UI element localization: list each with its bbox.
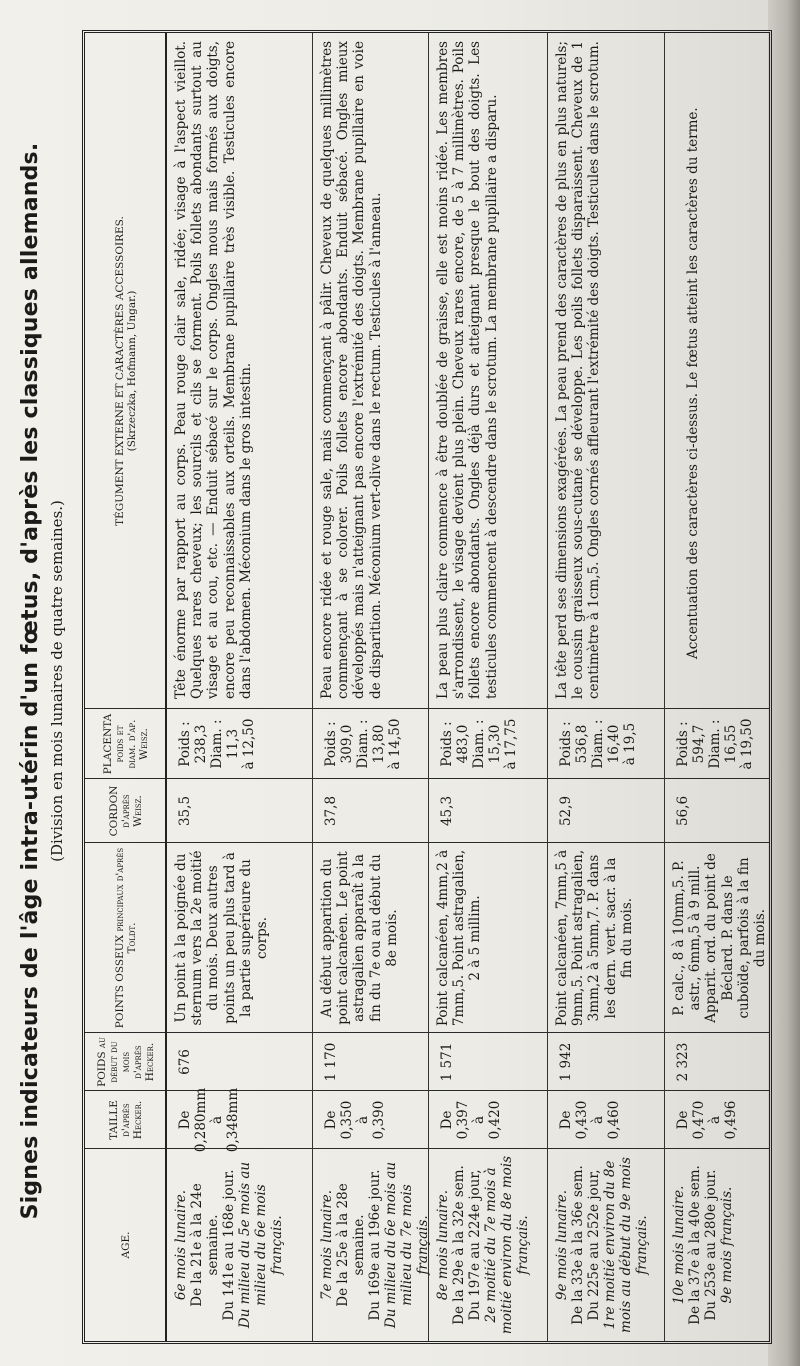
cell-taille — [665, 1091, 769, 1149]
cell-text: 0,348mm — [225, 1087, 241, 1153]
cell-text: Du milieu du 5e mois au milieu du 6e mois français. — [237, 1161, 285, 1329]
cell-text: Poids : — [177, 721, 193, 767]
table-row — [665, 33, 769, 1341]
cell-text: à — [209, 1115, 225, 1125]
cell-text: 2 323 — [675, 1042, 691, 1082]
cell-taille — [429, 1091, 547, 1149]
cell-points-osseux — [429, 843, 547, 1033]
cell-text: 0,460 — [606, 1100, 622, 1140]
cell-text: 16,40 — [606, 724, 622, 764]
cell-text: 0,397 — [455, 1100, 471, 1140]
cell-points-osseux — [665, 843, 769, 1033]
cell-poids — [548, 1033, 664, 1091]
cell-text: Du 225e au 252e jour, — [586, 1169, 602, 1321]
cell-text: à — [590, 1115, 606, 1125]
cell-text: 676 — [177, 1049, 193, 1075]
cell-text: 0,470 — [691, 1100, 707, 1140]
cell-text: Accentuation des caractères ci-dessus. Le fœtus atteint les caractères du terme. — [685, 107, 701, 659]
cell-text: Point calcanéen, 4mm,2 à 7mm,5. Point astragalien, 2 à 5 millim. — [435, 849, 484, 1027]
table-row — [429, 33, 548, 1341]
cell-text: Diam. : — [707, 719, 723, 769]
cell-text: 0,390 — [371, 1100, 387, 1140]
cell-poids — [167, 1033, 312, 1091]
cell-age — [548, 1149, 664, 1341]
cell-text: Diam. : — [209, 719, 225, 769]
cell-text: 37,8 — [323, 795, 339, 827]
cell-taille — [313, 1091, 428, 1149]
cell-text: à 17,75 — [503, 718, 519, 770]
header-poids: POIDS au début du mois d'après Hecker. — [96, 1037, 156, 1087]
cell-text: 16,55 — [723, 724, 739, 764]
cell-text: Du 169e au 196e jour. — [367, 1169, 383, 1321]
cell-taille — [167, 1087, 312, 1153]
cell-text: 1 170 — [323, 1042, 339, 1082]
cell-text: 56,6 — [675, 795, 691, 827]
cell-text: De la 29e à la 32e sem. — [451, 1165, 467, 1325]
cell-text: 238,3 — [193, 724, 209, 764]
data-table — [82, 30, 772, 1344]
header-placenta: PLACENTA poids et diam. d'ap. Weisz. — [102, 713, 150, 775]
header-age: AGE. — [120, 1231, 132, 1259]
header-cordon: CORDON d'après Weisz. — [108, 785, 144, 837]
cell-text: De la 37e à la 40e sem. — [687, 1165, 703, 1325]
cell-text: 9e mois français. — [719, 1186, 735, 1304]
cell-points-osseux — [548, 843, 664, 1033]
table-header — [85, 33, 167, 1341]
table-row — [548, 33, 665, 1341]
cell-cordon — [665, 779, 769, 843]
cell-text: 52,9 — [558, 795, 574, 827]
header-taille: TAILLE d'après Hecker. — [108, 1100, 144, 1140]
cell-text: La peau plus claire commence à être doublée de graisse, elle est moins ridée. Les membres s'arrondissent, le visage devient plus plein. Cheveux rares encore, de 5 à 7 millimètres. Poils follets encore abondants. Ongles déjà durs et atteignant presque le bout des doigts. Les testicules commencent à descendre dans le scrotum. La membrane pupillaire a disparu. — [435, 41, 500, 699]
cell-text: De — [439, 1110, 455, 1130]
cell-text: 35,5 — [177, 795, 193, 827]
cell-taille — [548, 1091, 664, 1149]
cell-text: 1 571 — [439, 1042, 455, 1082]
table-row — [313, 33, 429, 1341]
cell-text: Poids : — [675, 721, 691, 767]
header-points-osseux: POINTS OSSEUX principaux d'après Toldt. — [114, 847, 138, 1029]
cell-text: De — [675, 1110, 691, 1130]
cell-text: Tête énorme par rapport au corps. Peau rouge clair sale, ridée; visage à l'aspect vieillot. Quelques rares cheveux; les sourcils et cils se forment. Poils follets abondants surtout au visage et au cou, etc. — Enduit sébacé sur le corps. Ongles mous mais formés aux doigts, encore peu reconnaissables aux orteils. Membrane pupillaire très visible. Testicules encore dans l'abdomen. Méconium dans le gros intestin. — [173, 41, 254, 699]
cell-text: Du 141e au 168e jour. — [221, 1169, 237, 1321]
cell-text: De — [177, 1110, 193, 1130]
cell-text: De la 33e à la 36e sem. — [570, 1165, 586, 1325]
cell-text: 9e mois lunaire. — [554, 1189, 570, 1301]
cell-text: Du 253e au 280e jour. — [703, 1169, 719, 1321]
cell-text: 536,8 — [574, 724, 590, 764]
cell-poids — [665, 1033, 769, 1091]
cell-text: Poids : — [439, 721, 455, 767]
cell-text: 1 942 — [558, 1042, 574, 1082]
cell-age — [313, 1149, 431, 1341]
cell-text: De la 21e à la 24e semaine. — [189, 1183, 221, 1307]
cell-text: à 12,50 — [241, 718, 257, 770]
cell-text: La tête perd ses dimensions exagérées. La peau prend des caractères de plus en plus naturels; le coussin graisseux sous-cutané se développe. Les poils follets disparaissent. Cheveux de 1 centimètre à 1cm,5. Ongles cornés affleurant l'extrémité des doigts. Testicules dans le scrotum. — [554, 41, 603, 699]
cell-text: Diam. : — [471, 719, 487, 769]
cell-text: à — [471, 1115, 487, 1125]
cell-text: 0,280mm — [193, 1087, 209, 1153]
cell-tegument — [167, 33, 312, 709]
cell-poids — [313, 1033, 428, 1091]
cell-tegument — [429, 33, 547, 709]
cell-text: Peau encore ridée et rouge sale, mais commençant à pâlir. Cheveux de quelques millimètres commençant à se colorer. Poils follets encore abondants. Enduit sébacé. Ongles mieux développés mais n'atteignant pas encore l'extrémité des doigts. Membrane pupillaire en voie de disparition. Méconium vert-olive dans le rectum. Testicules à l'anneau. — [319, 41, 384, 699]
cell-text: 0,496 — [723, 1100, 739, 1140]
cell-text: 309,0 — [339, 724, 355, 764]
cell-cordon — [548, 779, 664, 843]
cell-age — [167, 1149, 312, 1341]
cell-cordon — [167, 779, 312, 843]
cell-poids — [429, 1033, 547, 1091]
cell-text: 0,430 — [574, 1100, 590, 1140]
table-row — [167, 33, 313, 1341]
cell-text: De — [323, 1110, 339, 1130]
cell-tegument — [313, 33, 428, 709]
cell-text: Poids : — [323, 721, 339, 767]
cell-tegument — [665, 33, 769, 709]
cell-age — [665, 1149, 769, 1341]
cell-text: 13,80 — [371, 724, 387, 764]
cell-text: à — [707, 1115, 723, 1125]
cell-text: 594,7 — [691, 724, 707, 764]
cell-text: Un point à la poignée du sternum vers la 2e moitié du mois. Deux autres points un peu plus tard à la partie supérieure du corps. — [173, 850, 271, 1026]
cell-text: P. calc., 8 à 10mm,5. P. astr., 6mm,5 à 9 mill. Apparit. ord. du point de Béclard. P. dans le cuboïde, parfois à la fin du mois. — [671, 853, 769, 1023]
cell-cordon — [313, 779, 428, 843]
cell-text: 15,30 — [487, 724, 503, 764]
cell-text: à — [355, 1115, 371, 1125]
cell-placenta — [548, 709, 664, 779]
cell-text: Poids : — [558, 721, 574, 767]
cell-text: Point calcanéen, 7mm,5 à 9mm,5. Point astragalien, 3mm,2 à 5mm,7. P. dans les dern. vert. sacr. à la fin du mois. — [554, 849, 635, 1027]
cell-text: 1re moitié environ du 8e mois au début du 9e mois français. — [602, 1157, 650, 1333]
cell-text: 10e mois lunaire. — [671, 1185, 687, 1305]
header-tegument: TÉGUMENT EXTERNE ET CARACTÈRES ACCESSOIRES. (Skrzeczka, Hofmann, Ungar.) — [114, 216, 138, 526]
cell-text: 11,3 — [225, 728, 241, 760]
cell-placenta — [313, 709, 428, 779]
cell-placenta — [167, 709, 312, 779]
cell-text: 2e moitié du 7e mois à moitié environ du 8e mois français. — [483, 1155, 531, 1335]
cell-text: à 19,50 — [739, 718, 755, 770]
cell-text: 0,420 — [487, 1100, 503, 1140]
table-subtitle: (Division en mois lunaires de quatre semaines.) — [48, 500, 66, 862]
cell-placenta — [665, 709, 769, 779]
cell-points-osseux — [167, 843, 312, 1033]
cell-text: 45,3 — [439, 795, 455, 827]
cell-placenta — [429, 709, 547, 779]
cell-tegument — [548, 33, 664, 709]
cell-text: Du milieu du 6e mois au milieu du 7e mois français. — [383, 1161, 431, 1329]
cell-text: Du 197e au 224e jour, — [467, 1169, 483, 1321]
cell-text: 8e mois lunaire. — [435, 1189, 451, 1301]
cell-text: Diam. : — [355, 719, 371, 769]
cell-age — [429, 1149, 547, 1341]
cell-text: De — [558, 1110, 574, 1130]
cell-text: à 14,50 — [387, 718, 403, 770]
cell-text: 6e mois lunaire. — [173, 1189, 189, 1301]
cell-text: 483,0 — [455, 724, 471, 764]
cell-text: 7e mois lunaire. — [319, 1189, 335, 1301]
cell-cordon — [429, 779, 547, 843]
cell-text: Diam. : — [590, 719, 606, 769]
table-title: Signes indicateurs de l'âge intra-utérin d'un fœtus, d'après les classiques allemands. — [18, 142, 43, 1220]
cell-text: 0,350 — [339, 1100, 355, 1140]
cell-text: De la 25e à la 28e semaine. — [335, 1183, 367, 1307]
cell-points-osseux — [313, 843, 428, 1033]
cell-text: à 19,5 — [622, 722, 638, 766]
cell-text: Au début apparition du point calcanéen. Le point astragalien apparaît à la fin du 7e ou au début du 8e mois. — [319, 851, 400, 1025]
